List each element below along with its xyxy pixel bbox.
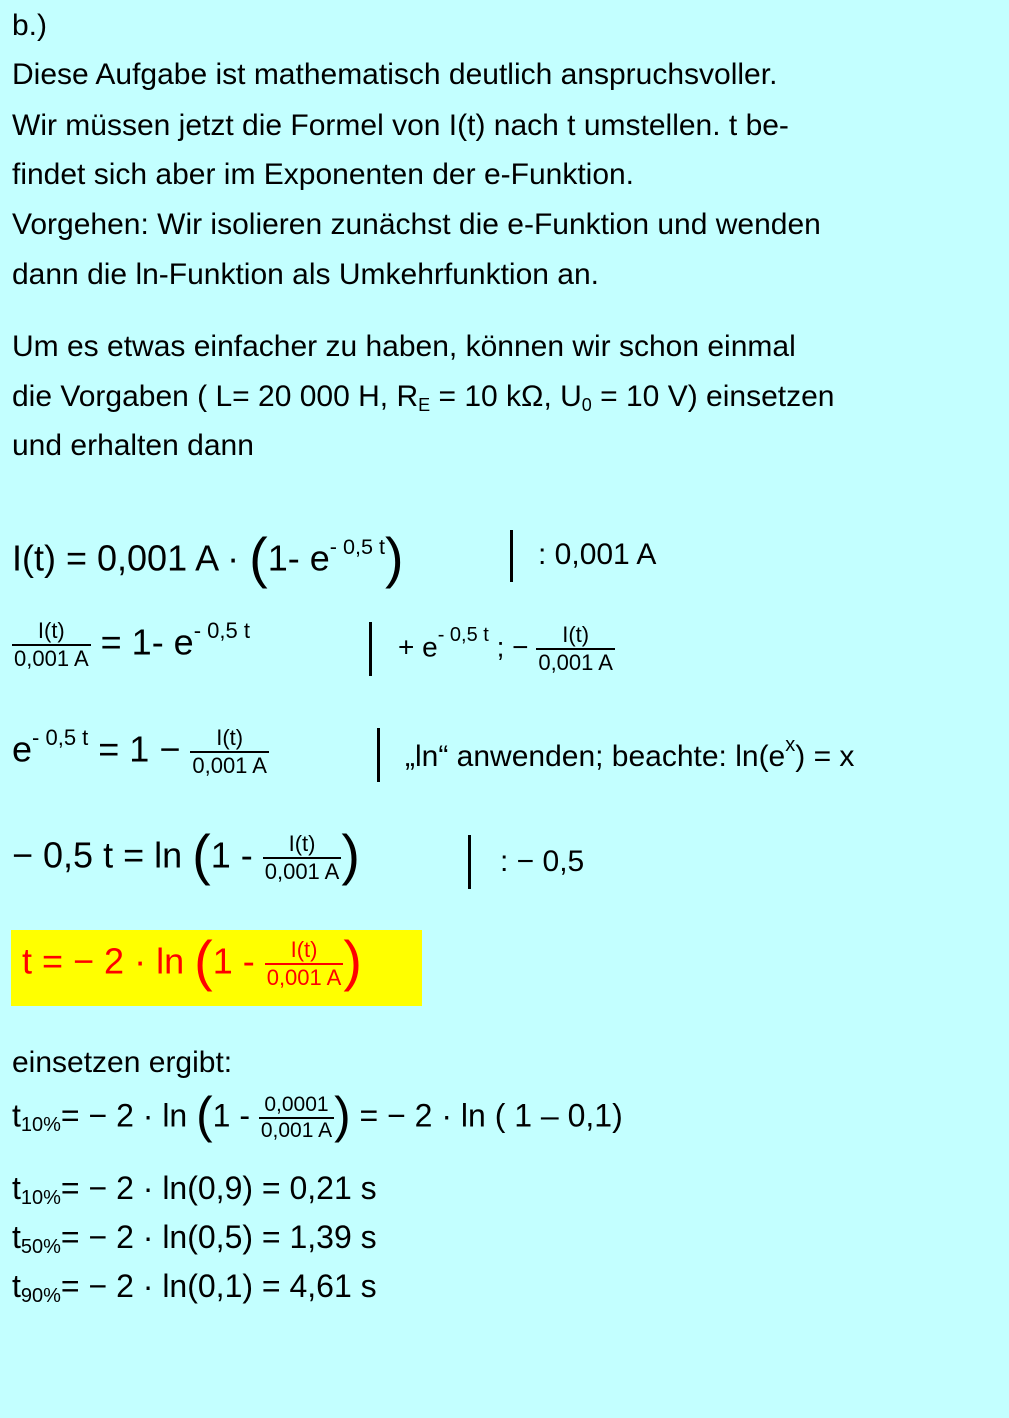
- fraction: $\frac{I(t)}{0,001 A}$: [264, 830, 340, 884]
- vorgaben-line-3: und erhalten dann: [12, 429, 254, 462]
- intro-line-3: findet sich aber im Exponenten der e-Funktion.: [12, 158, 635, 191]
- operation-separator: [369, 622, 372, 676]
- fraction: $\frac{I(t)}{0,001 A}$: [266, 936, 342, 990]
- vorgaben-line-1: Um es etwas einfacher zu haben, können wir schon einmal: [12, 330, 796, 363]
- section-heading: b.): [12, 9, 48, 42]
- equation-step-1: I(t) = 0,001 A · (1- $e^{- 0,5 t}$): [12, 526, 404, 590]
- fraction: $\frac{0,0001}{0,001 A}$: [260, 1093, 333, 1142]
- step3-operation: „ln“ anwenden; beachte: $\ln(e^x) = x$: [405, 734, 855, 773]
- intro-line-1: Diese Aufgabe ist mathematisch deutlich anspruchsvoller.: [12, 58, 778, 91]
- fraction: $\frac{I(t)}{0,001 A}$: [192, 725, 267, 778]
- einsetzen-label: einsetzen ergibt:: [12, 1046, 233, 1079]
- fraction: $\frac{I(t)}{0,001 A}$: [14, 618, 89, 671]
- subscript-0: 0: [581, 394, 592, 415]
- einsetzen-row-3: t50%= − 2 · ln(0,5) = 1,39 s: [12, 1219, 377, 1258]
- einsetzen-row-1: t10%= − 2 · ln (1 - $\frac{0,0001}{0,001 A}$ ) = − 2 · ln ( 1 – 0,1): [12, 1086, 623, 1143]
- operation-separator: [468, 835, 471, 889]
- operation-separator: [377, 728, 380, 782]
- intro-line-5: dann die ln-Funktion als Umkehrfunktion an.: [12, 258, 599, 291]
- equation-step-4: − 0,5 t = ln (1 - $\frac{I(t)}{0,001 A}$ ): [12, 823, 360, 887]
- einsetzen-row-4: t90%= − 2 · ln(0,1) = 4,61 s: [12, 1268, 377, 1307]
- equation-step-2: $\frac{I(t)}{0,001 A}$ = 1- $e^{- 0,5 t}$: [14, 618, 250, 671]
- step4-operation: : − 0,5: [500, 845, 585, 878]
- intro-line-2: Wir müssen jetzt die Formel von I(t) nach t umstellen. t be-: [12, 109, 789, 142]
- vorgaben-line-2: die Vorgaben ( L= 20 000 H, RE = 10 kΩ, U0 = 10 V) einsetzen: [12, 380, 835, 415]
- intro-line-4: Vorgehen: Wir isolieren zunächst die e-Funktion und wenden: [12, 208, 821, 241]
- operation-separator: [510, 530, 513, 582]
- result-equation: t = − 2 · ln (1 - $\frac{I(t)}{0,001 A}$ ): [22, 929, 362, 993]
- step1-operation: : 0,001 A: [538, 538, 657, 571]
- einsetzen-row-2: t10%= − 2 · ln(0,9) = 0,21 s: [12, 1170, 377, 1209]
- equation-step-3: $e^{- 0,5 t} = 1$ − $\frac{I(t)}{0,001 A}$: [12, 725, 267, 778]
- fraction: $\frac{I(t)}{0,001 A}$: [538, 622, 613, 675]
- step2-operation: + $e^{- 0,5 t}$ ; − $\frac{I(t)}{0,001 A}$: [398, 622, 613, 675]
- subscript-e: E: [418, 394, 431, 415]
